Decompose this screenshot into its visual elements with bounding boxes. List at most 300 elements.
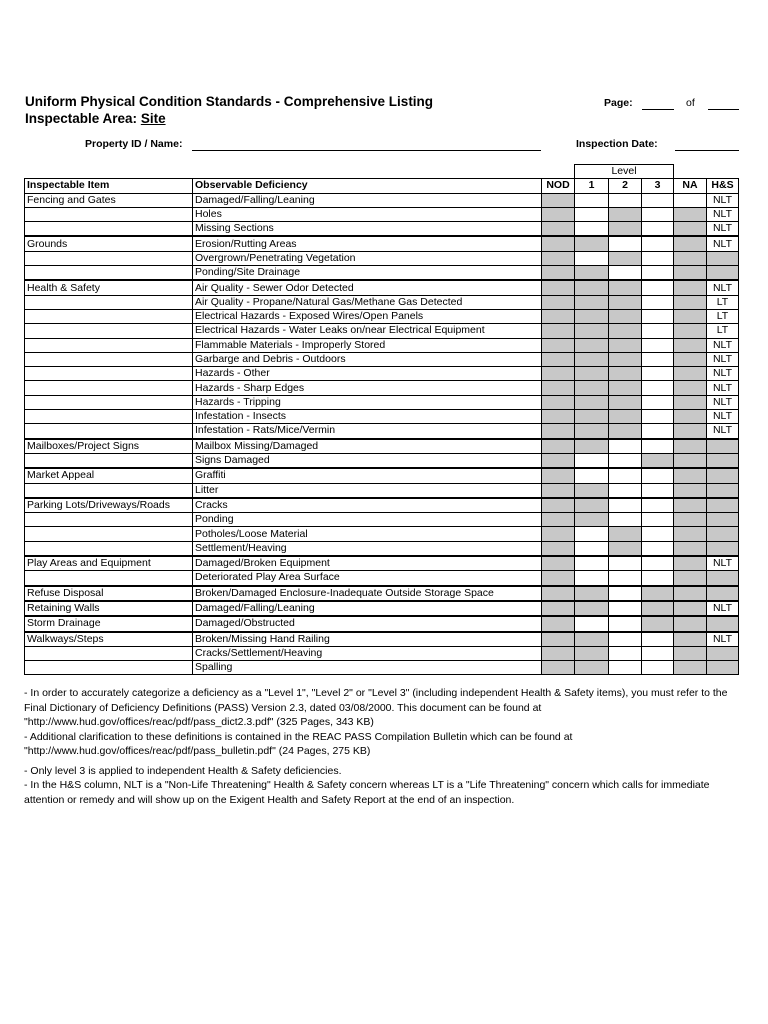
observable-deficiency-cell: Garbarge and Debris - Outdoors: [193, 352, 542, 366]
inspectable-item-cell: [25, 266, 193, 281]
hs-cell[interactable]: NLT: [707, 193, 739, 207]
inspectable-item-cell: Market Appeal: [25, 468, 193, 483]
l2-checkbox-cell[interactable]: [609, 498, 642, 513]
observable-deficiency-cell: Infestation - Rats/Mice/Vermin: [193, 424, 542, 439]
l1-checkbox-cell[interactable]: [575, 453, 609, 468]
na-checkbox-cell: [674, 468, 707, 483]
na-checkbox-cell: [674, 439, 707, 454]
nod-checkbox-cell: [542, 395, 575, 409]
na-checkbox-cell: [674, 410, 707, 424]
level-header-row: [25, 165, 739, 179]
l1-checkbox-cell[interactable]: [575, 251, 609, 265]
hs-cell: [707, 498, 739, 513]
hs-cell[interactable]: NLT: [707, 280, 739, 295]
l1-checkbox-cell: [575, 410, 609, 424]
l3-checkbox-cell[interactable]: [642, 236, 674, 251]
l3-checkbox-cell[interactable]: [642, 498, 674, 513]
nod-checkbox-cell: [542, 483, 575, 498]
na-checkbox-cell[interactable]: [674, 193, 707, 207]
col-level-3: 3: [642, 179, 674, 193]
inspectable-area-value: Site: [140, 111, 166, 126]
hs-cell[interactable]: NLT: [707, 601, 739, 616]
na-checkbox-cell: [674, 586, 707, 601]
l3-checkbox-cell[interactable]: [642, 295, 674, 309]
observable-deficiency-cell: Cracks: [193, 498, 542, 513]
l1-checkbox-cell: [575, 661, 609, 675]
l1-checkbox-cell: [575, 586, 609, 601]
l2-checkbox-cell: [609, 222, 642, 237]
l1-checkbox-cell: [575, 338, 609, 352]
hs-cell[interactable]: NLT: [707, 367, 739, 381]
inspectable-item-cell: [25, 222, 193, 237]
of-label: of: [686, 97, 695, 109]
page-number-field[interactable]: [642, 109, 674, 110]
l3-checkbox-cell[interactable]: [642, 410, 674, 424]
hs-cell: [707, 541, 739, 556]
l2-checkbox-cell: [609, 280, 642, 295]
table-row: [25, 367, 739, 381]
l2-checkbox-cell[interactable]: [609, 266, 642, 281]
na-checkbox-cell: [674, 632, 707, 647]
observable-deficiency-cell: Mailbox Missing/Damaged: [193, 439, 542, 454]
l3-checkbox-cell[interactable]: [642, 352, 674, 366]
observable-deficiency-cell: Broken/Damaged Enclosure-Inadequate Outside Storage Space: [193, 586, 542, 601]
l2-checkbox-cell: [609, 541, 642, 556]
inspectable-item-cell: [25, 541, 193, 556]
l3-checkbox-cell[interactable]: [642, 513, 674, 527]
l1-checkbox-cell: [575, 646, 609, 660]
l2-checkbox-cell: [609, 338, 642, 352]
table-row: [25, 571, 739, 586]
table-row: [25, 424, 739, 439]
l1-checkbox-cell: [575, 236, 609, 251]
inspectable-item-cell: [25, 295, 193, 309]
l1-checkbox-cell: [575, 424, 609, 439]
hs-cell[interactable]: LT: [707, 309, 739, 323]
l3-checkbox-cell[interactable]: [642, 222, 674, 237]
na-checkbox-cell: [674, 527, 707, 541]
table-row: [25, 193, 739, 207]
table-row: [25, 483, 739, 498]
l2-checkbox-cell: [609, 352, 642, 366]
table-row: [25, 646, 739, 660]
note-clarification: - Additional clarification to these definitions is contained in the REAC PASS Compilation Bulletin which can be found at "http://www.hud.gov/offices/reac/pdf/pass_bulletin.pdf" (24 Pages, 275 KB): [24, 730, 573, 757]
deficiency-table: [24, 164, 739, 675]
l1-checkbox-cell: [575, 309, 609, 323]
inspectable-item-cell: [25, 527, 193, 541]
na-checkbox-cell: [674, 483, 707, 498]
na-checkbox-cell: [674, 367, 707, 381]
observable-deficiency-cell: Holes: [193, 207, 542, 221]
hs-cell[interactable]: NLT: [707, 424, 739, 439]
observable-deficiency-cell: Settlement/Heaving: [193, 541, 542, 556]
inspectable-item-cell: Fencing and Gates: [25, 193, 193, 207]
inspectable-item-cell: [25, 453, 193, 468]
property-id-label: Property ID / Name:: [85, 138, 183, 150]
l2-checkbox-cell: [609, 295, 642, 309]
table-row: [25, 236, 739, 251]
inspectable-item-cell: Refuse Disposal: [25, 586, 193, 601]
na-checkbox-cell: [674, 395, 707, 409]
na-checkbox-cell: [674, 498, 707, 513]
observable-deficiency-cell: Air Quality - Sewer Odor Detected: [193, 280, 542, 295]
l1-checkbox-cell: [575, 324, 609, 338]
observable-deficiency-cell: Damaged/Obstructed: [193, 616, 542, 631]
l1-checkbox-cell: [575, 352, 609, 366]
observable-deficiency-cell: Hazards - Other: [193, 367, 542, 381]
na-checkbox-cell: [674, 616, 707, 631]
table-row: [25, 222, 739, 237]
inspectable-item-cell: [25, 352, 193, 366]
l1-checkbox-cell: [575, 632, 609, 647]
l2-checkbox-cell[interactable]: [609, 586, 642, 601]
table-row: [25, 498, 739, 513]
col-na: NA: [674, 179, 707, 193]
observable-deficiency-cell: Broken/Missing Hand Railing: [193, 632, 542, 647]
table-row: [25, 513, 739, 527]
hs-cell[interactable]: NLT: [707, 632, 739, 647]
table-row: [25, 439, 739, 454]
l3-checkbox-cell[interactable]: [642, 661, 674, 675]
na-checkbox-cell: [674, 601, 707, 616]
hs-cell: [707, 661, 739, 675]
inspectable-item-cell: [25, 251, 193, 265]
l1-checkbox-cell: [575, 439, 609, 454]
na-checkbox-cell: [674, 352, 707, 366]
observable-deficiency-cell: Infestation - Insects: [193, 410, 542, 424]
col-observable-deficiency: Observable Deficiency: [193, 179, 542, 193]
l3-checkbox-cell[interactable]: [642, 309, 674, 323]
nod-checkbox-cell: [542, 193, 575, 207]
col-nod: NOD: [542, 179, 575, 193]
column-header-row: [25, 179, 739, 193]
l2-checkbox-cell: [609, 367, 642, 381]
l1-checkbox-cell: [575, 280, 609, 295]
observable-deficiency-cell: Graffiti: [193, 468, 542, 483]
observable-deficiency-cell: Electrical Hazards - Exposed Wires/Open Panels: [193, 309, 542, 323]
observable-deficiency-cell: Electrical Hazards - Water Leaks on/near Electrical Equipment: [193, 324, 542, 338]
l2-checkbox-cell[interactable]: [609, 646, 642, 660]
l1-checkbox-cell[interactable]: [575, 193, 609, 207]
observable-deficiency-cell: Air Quality - Propane/Natural Gas/Methane Gas Detected: [193, 295, 542, 309]
hs-cell[interactable]: NLT: [707, 381, 739, 395]
table-row: [25, 601, 739, 616]
l3-checkbox-cell[interactable]: [642, 424, 674, 439]
nod-checkbox-cell: [542, 295, 575, 309]
hs-cell: [707, 468, 739, 483]
inspectable-item-cell: [25, 207, 193, 221]
l1-checkbox-cell[interactable]: [575, 556, 609, 571]
observable-deficiency-cell: Damaged/Falling/Leaning: [193, 193, 542, 207]
l2-checkbox-cell[interactable]: [609, 236, 642, 251]
l3-checkbox-cell: [642, 616, 674, 631]
nod-checkbox-cell: [542, 556, 575, 571]
na-checkbox-cell: [674, 513, 707, 527]
nod-checkbox-cell: [542, 424, 575, 439]
nod-checkbox-cell: [542, 601, 575, 616]
l3-checkbox-cell[interactable]: [642, 280, 674, 295]
table-row: [25, 338, 739, 352]
hs-cell: [707, 586, 739, 601]
inspectable-item-cell: [25, 381, 193, 395]
l3-checkbox-cell[interactable]: [642, 571, 674, 586]
form-title: Uniform Physical Condition Standards - Comprehensive Listing: [25, 94, 434, 109]
l2-checkbox-cell[interactable]: [609, 632, 642, 647]
l3-checkbox-cell[interactable]: [642, 632, 674, 647]
nod-checkbox-cell: [542, 236, 575, 251]
nod-checkbox-cell: [542, 324, 575, 338]
hs-cell[interactable]: LT: [707, 295, 739, 309]
l1-checkbox-cell: [575, 266, 609, 281]
nod-checkbox-cell: [542, 410, 575, 424]
hs-cell[interactable]: NLT: [707, 395, 739, 409]
inspectable-item-cell: Health & Safety: [25, 280, 193, 295]
l3-checkbox-cell[interactable]: [642, 324, 674, 338]
l2-checkbox-cell: [609, 309, 642, 323]
inspectable-area: [25, 111, 166, 127]
l2-checkbox-cell: [609, 324, 642, 338]
inspectable-item-cell: [25, 571, 193, 586]
l3-checkbox-cell[interactable]: [642, 367, 674, 381]
hs-cell[interactable]: NLT: [707, 556, 739, 571]
inspectable-item-cell: [25, 309, 193, 323]
l3-checkbox-cell[interactable]: [642, 266, 674, 281]
na-checkbox-cell: [674, 453, 707, 468]
inspection-date-field[interactable]: [675, 150, 739, 151]
observable-deficiency-cell: Missing Sections: [193, 222, 542, 237]
table-row: [25, 632, 739, 647]
l3-checkbox-cell[interactable]: [642, 483, 674, 498]
inspectable-item-cell: [25, 395, 193, 409]
inspectable-item-cell: Retaining Walls: [25, 601, 193, 616]
l2-checkbox-cell[interactable]: [609, 616, 642, 631]
na-checkbox-cell: [674, 236, 707, 251]
na-checkbox-cell: [674, 424, 707, 439]
table-row: [25, 352, 739, 366]
note-hs-column: - In the H&S column, NLT is a "Non-Life Threatening" Health & Safety concern whereas LT is a "Life Threatening" concern which calls for immediate attention or remedy and will show up on the Exigent Health and Safety Report at the end of an inspection.: [24, 779, 710, 806]
inspectable-item-cell: [25, 424, 193, 439]
l1-checkbox-cell[interactable]: [575, 527, 609, 541]
nod-checkbox-cell: [542, 266, 575, 281]
hs-cell[interactable]: NLT: [707, 410, 739, 424]
table-row: [25, 468, 739, 483]
hs-cell[interactable]: LT: [707, 324, 739, 338]
l3-checkbox-cell[interactable]: [642, 527, 674, 541]
l3-checkbox-cell[interactable]: [642, 468, 674, 483]
hs-cell: [707, 513, 739, 527]
table-row: [25, 453, 739, 468]
hs-cell: [707, 483, 739, 498]
hs-cell[interactable]: NLT: [707, 236, 739, 251]
nod-checkbox-cell: [542, 222, 575, 237]
observable-deficiency-cell: Deteriorated Play Area Surface: [193, 571, 542, 586]
l1-checkbox-cell[interactable]: [575, 468, 609, 483]
property-id-field[interactable]: [192, 150, 541, 151]
l3-checkbox-cell[interactable]: [642, 556, 674, 571]
l2-checkbox-cell[interactable]: [609, 661, 642, 675]
l1-checkbox-cell[interactable]: [575, 616, 609, 631]
observable-deficiency-cell: Damaged/Broken Equipment: [193, 556, 542, 571]
nod-checkbox-cell: [542, 381, 575, 395]
l2-checkbox-cell: [609, 251, 642, 265]
l3-checkbox-cell[interactable]: [642, 646, 674, 660]
l2-checkbox-cell[interactable]: [609, 571, 642, 586]
na-checkbox-cell: [674, 207, 707, 221]
l3-checkbox-cell[interactable]: [642, 207, 674, 221]
nod-checkbox-cell: [542, 439, 575, 454]
nod-checkbox-cell: [542, 661, 575, 675]
l3-checkbox-cell[interactable]: [642, 251, 674, 265]
col-hs: H&S: [707, 179, 739, 193]
l3-checkbox-cell[interactable]: [642, 439, 674, 454]
l2-checkbox-cell: [609, 527, 642, 541]
l2-checkbox-cell[interactable]: [609, 483, 642, 498]
l3-checkbox-cell[interactable]: [642, 193, 674, 207]
l1-checkbox-cell[interactable]: [575, 571, 609, 586]
l1-checkbox-cell: [575, 395, 609, 409]
l3-checkbox-cell[interactable]: [642, 395, 674, 409]
l1-checkbox-cell[interactable]: [575, 222, 609, 237]
hs-cell: [707, 646, 739, 660]
nod-checkbox-cell: [542, 616, 575, 631]
col-level-2: 2: [609, 179, 642, 193]
inspectable-item-cell: [25, 661, 193, 675]
observable-deficiency-cell: Damaged/Falling/Leaning: [193, 601, 542, 616]
na-checkbox-cell: [674, 661, 707, 675]
nod-checkbox-cell: [542, 309, 575, 323]
l2-checkbox-cell: [609, 410, 642, 424]
na-checkbox-cell: [674, 309, 707, 323]
hs-cell[interactable]: NLT: [707, 222, 739, 237]
nod-checkbox-cell: [542, 468, 575, 483]
hs-cell[interactable]: NLT: [707, 338, 739, 352]
observable-deficiency-cell: Spalling: [193, 661, 542, 675]
l2-checkbox-cell: [609, 207, 642, 221]
l1-checkbox-cell: [575, 498, 609, 513]
table-row: [25, 295, 739, 309]
inspectable-item-cell: Mailboxes/Project Signs: [25, 439, 193, 454]
table-row: [25, 395, 739, 409]
table-row: [25, 661, 739, 675]
na-checkbox-cell: [674, 646, 707, 660]
l2-checkbox-cell: [609, 424, 642, 439]
nod-checkbox-cell: [542, 646, 575, 660]
nod-checkbox-cell: [542, 513, 575, 527]
inspectable-item-cell: [25, 410, 193, 424]
l2-checkbox-cell: [609, 381, 642, 395]
hs-cell: [707, 266, 739, 281]
nod-checkbox-cell: [542, 527, 575, 541]
observable-deficiency-cell: Flammable Materials - Improperly Stored: [193, 338, 542, 352]
page-label: Page:: [604, 97, 633, 109]
l3-checkbox-cell[interactable]: [642, 541, 674, 556]
l1-checkbox-cell: [575, 381, 609, 395]
na-checkbox-cell: [674, 295, 707, 309]
observable-deficiency-cell: Overgrown/Penetrating Vegetation: [193, 251, 542, 265]
l2-checkbox-cell[interactable]: [609, 453, 642, 468]
l3-checkbox-cell[interactable]: [642, 338, 674, 352]
observable-deficiency-cell: Hazards - Sharp Edges: [193, 381, 542, 395]
nod-checkbox-cell: [542, 541, 575, 556]
nod-checkbox-cell: [542, 586, 575, 601]
note-levels: - In order to accurately categorize a deficiency as a "Level 1", "Level 2" or "Level 3" (including independent Health & Safety items), you must refer to the Final Dictionary of Deficiency Definitions (PASS) Version 2.3, dated 03/08/2000. This document can be found at "http://www.hud.gov/offices/reac/pdf/pass_dict2.3.pdf" (325 Pages, 343 KB): [24, 687, 728, 728]
l3-checkbox-cell: [642, 601, 674, 616]
hs-cell: [707, 251, 739, 265]
l3-checkbox-cell: [642, 586, 674, 601]
hs-cell: [707, 527, 739, 541]
hs-cell[interactable]: NLT: [707, 352, 739, 366]
observable-deficiency-cell: Erosion/Rutting Areas: [193, 236, 542, 251]
inspectable-item-cell: [25, 483, 193, 498]
inspectable-item-cell: [25, 513, 193, 527]
hs-cell: [707, 571, 739, 586]
l2-checkbox-cell[interactable]: [609, 601, 642, 616]
l1-checkbox-cell[interactable]: [575, 207, 609, 221]
l2-checkbox-cell[interactable]: [609, 556, 642, 571]
table-row: [25, 410, 739, 424]
observable-deficiency-cell: Hazards - Tripping: [193, 395, 542, 409]
table-row: [25, 527, 739, 541]
nod-checkbox-cell: [542, 367, 575, 381]
nod-checkbox-cell: [542, 280, 575, 295]
nod-checkbox-cell: [542, 251, 575, 265]
table-row: [25, 207, 739, 221]
hs-cell: [707, 439, 739, 454]
level-header: Level: [575, 165, 674, 179]
l1-checkbox-cell: [575, 295, 609, 309]
inspectable-item-cell: [25, 367, 193, 381]
na-checkbox-cell: [674, 541, 707, 556]
inspectable-item-cell: [25, 324, 193, 338]
na-checkbox-cell: [674, 266, 707, 281]
col-inspectable-item: Inspectable Item: [25, 179, 193, 193]
observable-deficiency-cell: Signs Damaged: [193, 453, 542, 468]
l1-checkbox-cell[interactable]: [575, 541, 609, 556]
nod-checkbox-cell: [542, 453, 575, 468]
l2-checkbox-cell[interactable]: [609, 468, 642, 483]
nod-checkbox-cell: [542, 571, 575, 586]
nod-checkbox-cell: [542, 498, 575, 513]
table-row: [25, 616, 739, 631]
na-checkbox-cell: [674, 251, 707, 265]
col-level-1: 1: [575, 179, 609, 193]
l1-checkbox-cell: [575, 601, 609, 616]
l3-checkbox-cell[interactable]: [642, 381, 674, 395]
observable-deficiency-cell: Potholes/Loose Material: [193, 527, 542, 541]
inspection-date-label: Inspection Date:: [576, 138, 658, 150]
observable-deficiency-cell: Ponding: [193, 513, 542, 527]
inspectable-area-label: Inspectable Area:: [25, 111, 138, 126]
hs-cell[interactable]: NLT: [707, 207, 739, 221]
inspectable-item-cell: [25, 646, 193, 660]
l2-checkbox-cell[interactable]: [609, 513, 642, 527]
l2-checkbox-cell[interactable]: [609, 439, 642, 454]
table-row: [25, 280, 739, 295]
l2-checkbox-cell[interactable]: [609, 193, 642, 207]
l2-checkbox-cell: [609, 395, 642, 409]
table-row: [25, 541, 739, 556]
observable-deficiency-cell: Litter: [193, 483, 542, 498]
page-total-field[interactable]: [708, 109, 739, 110]
observable-deficiency-cell: Ponding/Site Drainage: [193, 266, 542, 281]
table-row: [25, 586, 739, 601]
nod-checkbox-cell: [542, 207, 575, 221]
inspectable-item-cell: Play Areas and Equipment: [25, 556, 193, 571]
hs-cell: [707, 616, 739, 631]
na-checkbox-cell: [674, 556, 707, 571]
na-checkbox-cell: [674, 571, 707, 586]
notes-section: [24, 686, 744, 807]
